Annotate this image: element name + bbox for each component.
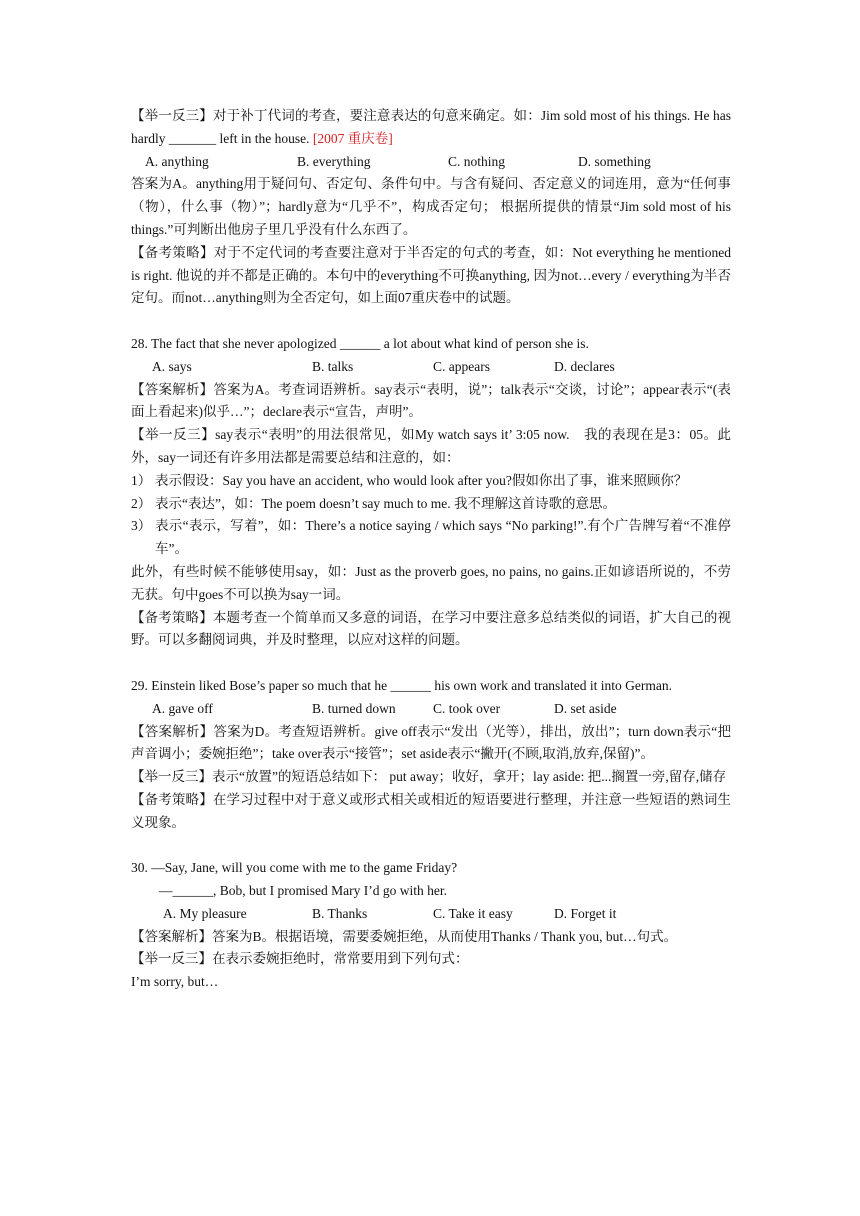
intro-strategy-text: 对于不定代词的考查要注意对于半否定的句式的考查，如：Not everything he mentioned is right. 他说的并不都是正确的。本句中的everything不可换anything, 因为not…every / everything为半否定句。而not…anything则为全否定句，如上面07重庆卷中的试题。 bbox=[131, 244, 731, 306]
q28-analysis bbox=[131, 379, 731, 425]
q30-option-c: C. Take it easy bbox=[433, 905, 513, 921]
spacer bbox=[131, 652, 731, 675]
q30-extend-tag: 【举一反三】 bbox=[131, 951, 212, 967]
q28-strategy bbox=[131, 607, 731, 653]
q30-extend bbox=[131, 948, 731, 971]
q29-option-a: A. gave off bbox=[152, 700, 213, 716]
intro-tag: 【举一反三】 bbox=[131, 108, 213, 123]
intro-source: [2007 重庆卷] bbox=[312, 130, 393, 146]
intro-text: 对于补丁代词的考查，要注意表达的句意来确定。如：Jim sold most of his things. He has hardly _______ left in the house. bbox=[131, 108, 732, 146]
q29-option-d: D. set aside bbox=[554, 700, 617, 716]
intro-strategy bbox=[131, 242, 731, 310]
q30-option-b: B. Thanks bbox=[312, 905, 368, 921]
intro-paragraph bbox=[131, 105, 731, 151]
q30-stem: 30. —Say, Jane, will you come with me to the game Friday? bbox=[131, 860, 458, 876]
q28-option-c: C. appears bbox=[433, 358, 490, 374]
q28-more: 此外，有些时候不能够使用say，如：Just as the proverb goes, no pains, no gains.正如谚语所说的，不劳无获。句中goes不可以换为say一词。 bbox=[131, 563, 731, 602]
q28-extend-text: say表示“表明”的用法很常见，如My watch says it’ 3:05 now. 我的表现在是3：05。此外，say一词还有许多用法都是需要总结和注意的，如： bbox=[131, 427, 732, 465]
intro-option-a: A. anything bbox=[145, 153, 209, 169]
q28-list-item-1 bbox=[131, 470, 731, 493]
intro-answer: 答案为A。anything用于疑问句、否定句、条件句中。与含有疑问、否定意义的词连用，意为“任何事（物），什么事（物）”；hardly意为“几乎不”，构成否定句； 根据所提供的情景“Jim sold most of his things.”可判断出他房子里几乎没有什么东西了。 bbox=[131, 176, 731, 237]
document-page bbox=[131, 105, 731, 994]
q29-analysis-text: 答案为D。考查短语辨析。give off表示“发出（光等），排出，放出”；turn down表示“把声音调小；委婉拒绝”；take over表示“接管”；set aside表示“撇开(不顾,取消,放弃,保留)”。 bbox=[131, 723, 732, 762]
q28-list-item-2 bbox=[131, 493, 731, 516]
q28-option-a: A. says bbox=[152, 358, 192, 374]
q28-strategy-text: 本题考查一个简单而又多意的词语，在学习中要注意多总结类似的词语，扩大自己的视野。可以多翻阅词典，并及时整理，以应对这样的问题。 bbox=[131, 609, 732, 648]
spacer bbox=[131, 310, 731, 333]
q30-analysis bbox=[131, 926, 731, 949]
q30-reply: —______, Bob, but I promised Mary I’d go with her. bbox=[159, 883, 447, 899]
q28-stem: 28. The fact that she never apologized ______ a lot about what kind of person she is. bbox=[131, 335, 589, 351]
q28-list-item-3 bbox=[131, 515, 731, 561]
list-number: 2） bbox=[131, 495, 152, 511]
q29-strategy-text: 在学习过程中对于意义或形式相关或相近的短语要进行整理，并注意一些短语的熟词生义现象。 bbox=[131, 791, 732, 830]
q30-extend-text: 在表示委婉拒绝时，常常要用到下列句式： bbox=[212, 951, 469, 967]
q29-extend bbox=[131, 766, 731, 789]
q29-analysis-tag: 【答案解析】 bbox=[131, 723, 214, 739]
intro-options bbox=[131, 151, 731, 174]
q28-analysis-text: 答案为A。考查词语辨析。say表示“表明，说”；talk表示“交谈，讨论”；appear表示“(表面上看起来)似乎…”；declare表示“宣告，声明”。 bbox=[131, 381, 732, 420]
list-number: 3） bbox=[131, 518, 152, 534]
q30-analysis-text: 答案为B。根据语境，需要委婉拒绝，从而使用Thanks / Thank you, but…句式。 bbox=[212, 928, 678, 944]
q28-strategy-tag: 【备考策略】 bbox=[131, 609, 213, 625]
q30-analysis-tag: 【答案解析】 bbox=[131, 928, 212, 944]
q29-option-b: B. turned down bbox=[312, 700, 396, 716]
q28-option-d: D. declares bbox=[554, 358, 615, 374]
spacer bbox=[131, 835, 731, 858]
q28-extend bbox=[131, 424, 731, 470]
list-number: 1） bbox=[131, 472, 152, 488]
q28-options bbox=[131, 356, 731, 379]
intro-option-c: C. nothing bbox=[448, 153, 506, 169]
intro-option-b: B. everything bbox=[297, 153, 371, 169]
q28-option-b: B. talks bbox=[312, 358, 354, 374]
intro-option-d: D. something bbox=[578, 153, 651, 169]
q30-last-line: I’m sorry, but… bbox=[131, 974, 219, 990]
list-text: 表示假设：Say you have an accident, who would look after you?假如你出了事，谁来照顾你？ bbox=[155, 472, 688, 488]
q28-extend-tag: 【举一反三】 bbox=[131, 427, 216, 443]
q28-analysis-tag: 【答案解析】 bbox=[131, 381, 214, 397]
intro-strategy-tag: 【备考策略】 bbox=[131, 244, 214, 260]
q30-options bbox=[131, 903, 731, 926]
q29-extend-tag: 【举一反三】 bbox=[131, 769, 212, 785]
q29-options bbox=[131, 698, 731, 721]
q29-option-c: C. took over bbox=[433, 700, 501, 716]
q29-stem: 29. Einstein liked Bose’s paper so much that he ______ his own work and translated it into German. bbox=[131, 677, 673, 693]
q29-analysis bbox=[131, 721, 731, 767]
q30-option-d: D. Forget it bbox=[554, 905, 617, 921]
q29-strategy bbox=[131, 789, 731, 835]
q29-strategy-tag: 【备考策略】 bbox=[131, 791, 213, 807]
list-text: 表示“表达”，如：The poem doesn’t say much to me. 我不理解这首诗歌的意思。 bbox=[155, 495, 616, 511]
q29-extend-text: 表示“放置”的短语总结如下： put away；收好，拿开；lay aside: 把...搁置一旁,留存,储存 bbox=[212, 769, 727, 785]
list-text: 表示“表示，写着”，如：There’s a notice saying / which says “No parking!”.有个广告牌写着“不准停车”。 bbox=[155, 518, 731, 557]
q30-option-a: A. My pleasure bbox=[163, 905, 247, 921]
